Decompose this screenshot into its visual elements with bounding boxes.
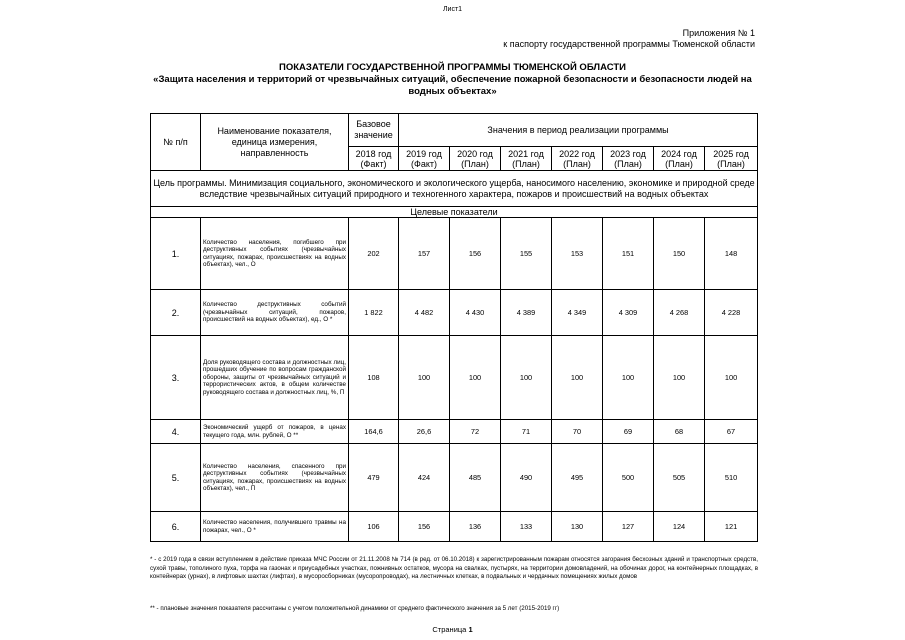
- header-period-values: Значения в период реализации программы: [399, 114, 758, 147]
- indicator-name: Количество населения, получившего травмы на пожарах, чел., О *: [201, 512, 349, 542]
- value-cell: 202: [349, 218, 399, 290]
- value-cell: 26,6: [399, 420, 450, 444]
- title-line-2: «Защита населения и территорий от чрезвычайных ситуаций, обеспечение пожарной безопасности и безопасности людей на водных объектах»: [153, 74, 752, 97]
- row-number: 1.: [151, 218, 201, 290]
- sheet-name: Лист1: [442, 6, 463, 13]
- value-cell: 100: [705, 336, 758, 420]
- table-row: [151, 336, 758, 420]
- row-number: 5.: [151, 444, 201, 512]
- value-cell: 4 349: [552, 290, 603, 336]
- page-number-value: 1: [468, 625, 473, 634]
- header-base-value: Базовое значение: [349, 114, 399, 147]
- value-cell: 121: [705, 512, 758, 542]
- year-header: 2020 год (План): [450, 147, 501, 171]
- value-cell: 100: [654, 336, 705, 420]
- value-cell: 133: [501, 512, 552, 542]
- value-cell: 100: [450, 336, 501, 420]
- document-title: [150, 62, 755, 98]
- value-cell: 156: [399, 512, 450, 542]
- row-number: 4.: [151, 420, 201, 444]
- table-row: [151, 420, 758, 444]
- value-cell: 156: [450, 218, 501, 290]
- year-header: 2018 год (Факт): [349, 147, 399, 171]
- value-cell: 136: [450, 512, 501, 542]
- value-cell: 510: [705, 444, 758, 512]
- value-cell: 151: [603, 218, 654, 290]
- value-cell: 71: [501, 420, 552, 444]
- value-cell: 4 430: [450, 290, 501, 336]
- indicator-name: Экономический ущерб от пожаров, в ценах текущего года, млн. рублей, О **: [201, 420, 349, 444]
- value-cell: 500: [603, 444, 654, 512]
- value-cell: 106: [349, 512, 399, 542]
- value-cell: 69: [603, 420, 654, 444]
- value-cell: 4 482: [399, 290, 450, 336]
- year-header: 2019 год (Факт): [399, 147, 450, 171]
- value-cell: 505: [654, 444, 705, 512]
- value-cell: 72: [450, 420, 501, 444]
- value-cell: 148: [705, 218, 758, 290]
- year-header: 2024 год (План): [654, 147, 705, 171]
- value-cell: 485: [450, 444, 501, 512]
- row-number: 6.: [151, 512, 201, 542]
- indicator-name: Количество деструктивных событий (чрезвычайных ситуаций, пожаров, происшествий на водных объектах), ед., О *: [201, 290, 349, 336]
- appendix-line-1: Приложения № 1: [682, 28, 755, 38]
- value-cell: 1 822: [349, 290, 399, 336]
- appendix-header: [503, 28, 755, 50]
- value-cell: 68: [654, 420, 705, 444]
- table-row: [151, 290, 758, 336]
- indicators-table: [150, 113, 758, 542]
- value-cell: 100: [501, 336, 552, 420]
- header-num: № п/п: [151, 114, 201, 171]
- value-cell: 70: [552, 420, 603, 444]
- indicator-name: Количество населения, спасенного при деструктивных событиях (чрезвычайных ситуациях, пожарах, происшествиях на водных объектах), чел., П: [201, 444, 349, 512]
- value-cell: 4 309: [603, 290, 654, 336]
- target-indicators-label: Целевые показатели: [151, 207, 758, 218]
- header-indicator-name: Наименование показателя, единица измерения, направленность: [201, 114, 349, 171]
- row-number: 2.: [151, 290, 201, 336]
- value-cell: 100: [399, 336, 450, 420]
- year-header: 2021 год (План): [501, 147, 552, 171]
- title-line-1: ПОКАЗАТЕЛИ ГОСУДАРСТВЕННОЙ ПРОГРАММЫ ТЮМЕНСКОЙ ОБЛАСТИ: [279, 62, 626, 73]
- table-row: [151, 512, 758, 542]
- value-cell: 100: [552, 336, 603, 420]
- value-cell: 67: [705, 420, 758, 444]
- table-row: [151, 444, 758, 512]
- indicator-name: Количество населения, погибшего при деструктивных событиях (чрезвычайных ситуациях, пожарах, происшествиях на водных объектах), чел., О: [201, 218, 349, 290]
- value-cell: 4 228: [705, 290, 758, 336]
- year-header: 2025 год (План): [705, 147, 758, 171]
- value-cell: 127: [603, 512, 654, 542]
- value-cell: 108: [349, 336, 399, 420]
- value-cell: 424: [399, 444, 450, 512]
- indicator-name: Доля руководящего состава и должностных лиц, прошедших обучение по вопросам гражданской обороны, защиты от чрезвычайных ситуаций и террористических актов, в общем количестве руководящего состава и должностных лиц, %, П: [201, 336, 349, 420]
- program-goal: Цель программы. Минимизация социального, экономического и экологического ущерба, наносимого населению, экономике и природной среде вследствие чрезвычайных ситуаций природного и техногенного характера, пожаров и происшествий на водных объектах: [151, 171, 758, 207]
- value-cell: 124: [654, 512, 705, 542]
- value-cell: 4 268: [654, 290, 705, 336]
- footnote-1: * - с 2019 года в связи вступлением в действие приказа МЧС России от 21.11.2008 № 714 (в ред. от 06.10.2018) к зарегистрированным пожарам относятся загорания бесхозных зданий и транспортных средств, сухой травы, тополиного пуха, торфа на газонах и приусадебных участках, пожнивных остатков, мусора на свалках, пустырях, на территории домовладений, на обочинах дорог, на контейнерных площадках, в контейнерах (урнах), в лифтовых шахтах (лифтах), в мусоросборниках (мусоропроводах), на лестничных клетках, в подвальных и чердачных помещениях жилых домов: [150, 556, 758, 580]
- table-row: [151, 218, 758, 290]
- value-cell: 100: [603, 336, 654, 420]
- page-number: [0, 625, 905, 634]
- value-cell: 164,6: [349, 420, 399, 444]
- footnote-2: ** - плановые значения показателя рассчитаны с учетом положительной динамики от среднего фактического значения за 5 лет (2015-2019 гг): [150, 605, 560, 612]
- row-number: 3.: [151, 336, 201, 420]
- value-cell: 490: [501, 444, 552, 512]
- value-cell: 479: [349, 444, 399, 512]
- appendix-line-2: к паспорту государственной программы Тюменской области: [503, 39, 755, 49]
- year-header: 2023 год (План): [603, 147, 654, 171]
- value-cell: 150: [654, 218, 705, 290]
- value-cell: 130: [552, 512, 603, 542]
- value-cell: 157: [399, 218, 450, 290]
- year-header: 2022 год (План): [552, 147, 603, 171]
- value-cell: 495: [552, 444, 603, 512]
- value-cell: 155: [501, 218, 552, 290]
- value-cell: 153: [552, 218, 603, 290]
- page-label: Страница: [432, 625, 467, 634]
- value-cell: 4 389: [501, 290, 552, 336]
